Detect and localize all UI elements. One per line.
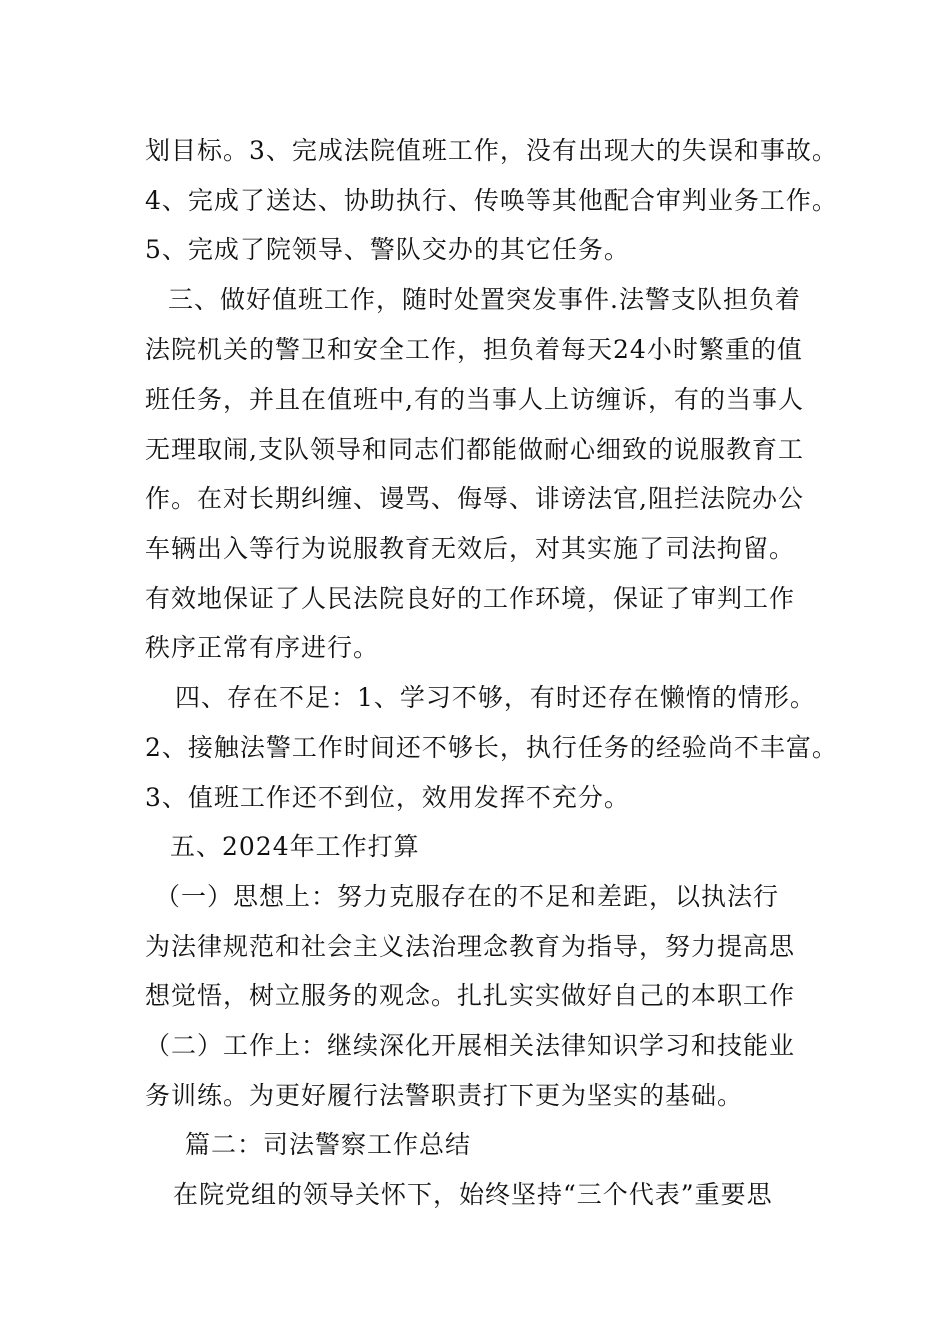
text-line-13: 2、接触法警工作时间还不够长，执行任务的经验尚不丰富。 (145, 733, 838, 762)
text-line-10: 有效地保证了人民法院良好的工作环境，保证了审判工作 (145, 584, 796, 613)
text-line-16: （一）思想上：努力克服存在的不足和差距，以执法行 (155, 882, 780, 911)
text-line-22: 在院党组的领导关怀下，始终坚持“三个代表”重要思 (173, 1180, 773, 1209)
text-line-2: 4、完成了送达、协助执行、传唤等其他配合审判业务工作。 (145, 186, 838, 215)
text-line-18: 想觉悟，树立服务的观念。扎扎实实做好自己的本职工作 (145, 981, 796, 1010)
text-line-11: 秩序正常有序进行。 (145, 633, 380, 662)
text-line-6: 班任务，并且在值班中,有的当事人上访缠诉，有的当事人 (145, 385, 804, 414)
text-line-9: 车辆出入等行为说服教育无效后，对其实施了司法拘留。 (145, 534, 796, 563)
text-line-19: （二）工作上：继续深化开展相关法律知识学习和技能业 (145, 1031, 796, 1060)
text-line-7: 无理取闹,支队领导和同志们都能做耐心细致的说服教育工 (145, 435, 804, 464)
text-line-8: 作。在对长期纠缠、谩骂、侮辱、诽谤法官,阻拦法院办公 (145, 484, 804, 513)
text-line-14: 3、值班工作还不到位，效用发挥不充分。 (145, 783, 630, 812)
text-line-1: 划目标。3、完成法院值班工作，没有出现大的失误和事故。 (145, 136, 838, 165)
section-heading-plan: 五、2024年工作打算 (170, 832, 420, 861)
text-line-3: 5、完成了院领导、警队交办的其它任务。 (145, 235, 630, 264)
text-line-12: 四、存在不足：1、学习不够，有时还存在懒惰的情形。 (175, 683, 816, 712)
chapter-heading: 篇二：司法警察工作总结 (185, 1130, 472, 1159)
text-line-4: 三、做好值班工作，随时处置突发事件.法警支队担负着 (168, 285, 801, 314)
text-line-5: 法院机关的警卫和安全工作，担负着每天24小时繁重的值 (145, 335, 803, 364)
text-line-20: 务训练。为更好履行法警职责打下更为坚实的基础。 (145, 1081, 744, 1110)
text-line-17: 为法律规范和社会主义法治理念教育为指导，努力提高思 (145, 932, 796, 961)
